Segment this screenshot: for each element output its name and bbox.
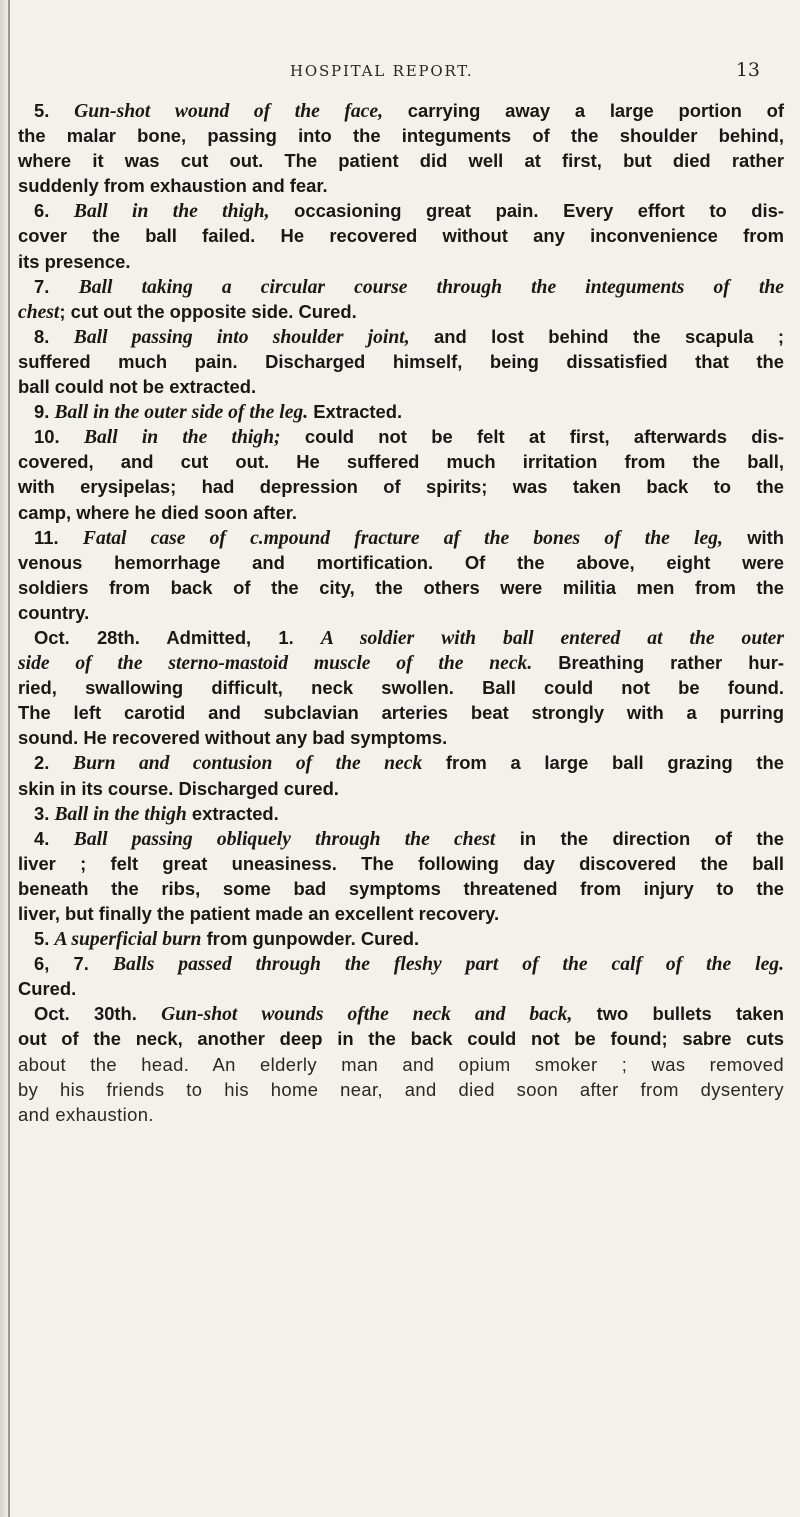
text-line [18,951,784,976]
text-run: occasioning great pain. Every effort to dis- [269,200,784,222]
italic-case-title: Ball taking a circular course through the integuments of the [78,276,784,298]
text-line [18,374,784,399]
text-line [18,173,784,198]
text-line [18,123,784,148]
italic-case-title: Ball in the thigh, [73,201,270,223]
text-line [18,249,784,274]
italic-case-title: Balls passed through the fleshy part of the calf of the leg. [112,954,784,976]
text-run: could not be felt at first, afterwards dis- [280,426,784,448]
text-run: Breathing rather hur- [532,652,784,674]
text-run: ; cut out the opposite side. Cured. [59,300,357,322]
italic-case-title: A soldier with ball entered at the outer [320,627,784,649]
text-run: its presence. [18,250,131,272]
text-line [18,550,784,575]
binding-gutter [0,0,8,1517]
text-line [18,826,784,851]
italic-case-title: Ball passing into shoulder joint, [73,326,410,348]
text-run: with [722,526,784,548]
text-run: two bullets taken [572,1003,784,1025]
text-run: liver ; felt great uneasiness. The following day discovered the ball [18,852,784,874]
text-line [18,223,784,248]
binding-edge-line [8,0,10,1517]
text-line [18,98,784,123]
text-run: and lost behind the scapula ; [409,325,784,347]
text-run: suffered much pain. Discharged himself, being dissatisfied that the [18,350,784,372]
text-run: suddenly from exhaustion and fear. [18,175,328,197]
text-run: carrying away a large portion of [382,100,784,121]
text-line [18,1026,784,1051]
text-line [18,349,784,374]
text-run: beneath the ribs, some bad symptoms threatened from injury to the [18,877,784,899]
text-run: Extracted. [308,401,403,423]
text-run: skin in its course. Discharged cured. [18,777,339,799]
text-line [18,750,784,775]
text-run: liver, but finally the patient made an excellent recovery. [18,903,500,924]
italic-case-title: Gun-shot wound of the face, [74,101,383,122]
page-number: 13 [735,59,760,81]
text-run: from gunpowder. Cured. [201,928,420,950]
text-run: extracted. [186,802,279,824]
text-run: 11. [34,526,83,548]
text-line [18,575,784,600]
text-line [18,449,784,474]
text-run: 9. [34,401,55,423]
text-run: cover the ball failed. He recovered without any inconvenience from [18,225,784,247]
text-run: with erysipelas; had depression of spirits; was taken back to the [18,476,784,498]
text-line [18,725,784,750]
text-line [18,399,784,424]
text-run: by his friends to his home near, and died soon after from dysentery [18,1078,784,1100]
text-line [18,675,784,700]
text-run: from a large ball grazing the [422,752,784,774]
text-line [18,1077,784,1102]
text-line [18,148,784,173]
text-run: 6, 7. [34,953,113,975]
text-run: covered, and cut out. He suffered much irritation from the ball, [18,451,784,473]
italic-case-title: Ball in the thigh; [83,427,281,449]
italic-case-title: Ball passing obliquely through the chest [73,828,496,850]
text-run: in the direction of the [495,827,784,849]
text-line [18,525,784,550]
text-line [18,600,784,625]
italic-case-title: Burn and contusion of the neck [73,753,423,775]
text-run: Oct. 30th. [34,1003,162,1025]
text-run: Cured. [18,978,77,1000]
text-line [18,299,784,324]
text-line [18,976,784,1001]
text-run: venous hemorrhage and mortification. Of the above, eight were [18,551,784,573]
text-run: ried, swallowing difficult, neck swollen. Ball could not be found. [18,677,784,699]
text-run: The left carotid and subclavian arteries beat strongly with a purring [18,702,784,724]
text-line [18,474,784,499]
italic-case-title: side of the sterno-mastoid muscle of the neck. [18,653,533,675]
text-run: 6. [34,200,74,222]
text-line [18,700,784,725]
text-line [18,801,784,826]
text-run: camp, where he died soon after. [18,501,298,523]
text-line [18,901,784,926]
text-run: where it was cut out. The patient did well at first, but died rather [18,150,784,172]
text-line [18,876,784,901]
text-line [18,274,784,299]
italic-case-title: Fatal case of c.mpound fracture af the bones of the leg, [82,527,723,549]
text-line [18,625,784,650]
text-run: 2. [34,752,74,774]
italic-case-title: Ball in the outer side of the leg. [54,402,309,424]
italic-case-title: chest [18,301,60,323]
italic-case-title: A superficial burn [54,929,202,951]
text-line [18,324,784,349]
text-line [18,776,784,801]
text-line [18,1052,784,1077]
text-run: 8. [34,325,74,347]
text-run: and exhaustion. [18,1103,154,1125]
text-line [18,198,784,223]
text-line [18,926,784,951]
text-run: 5. [34,928,55,950]
italic-case-title: Ball in the thigh [54,803,187,825]
text-run: out of the neck, another deep in the back could not be found; sabre cuts [18,1028,784,1050]
text-run: 3. [34,802,55,824]
running-head: HOSPITAL REPORT. [290,62,474,80]
text-run: ball could not be extracted. [18,376,257,398]
text-run: country. [18,601,90,623]
text-line [18,500,784,525]
text-line [18,650,784,675]
italic-case-title: Gun-shot wounds ofthe neck and back, [161,1004,573,1026]
text-run: Oct. 28th. Admitted, 1. [34,626,321,648]
text-run: 5. [34,100,75,121]
text-line [18,1001,784,1026]
text-line [18,1102,784,1127]
text-run: 4. [34,827,74,849]
text-run: about the head. An elderly man and opium smoker ; was removed [18,1053,784,1075]
page-header [0,59,800,88]
text-line [18,851,784,876]
text-run: the malar bone, passing into the integuments of the shoulder behind, [18,125,784,147]
text-line [18,424,784,449]
text-run: sound. He recovered without any bad symptoms. [18,727,448,749]
text-run: 7. [34,275,79,297]
text-run: 10. [34,426,84,448]
text-run: soldiers from back of the city, the others were militia men from the [18,576,784,598]
report-body-text [18,98,784,1127]
